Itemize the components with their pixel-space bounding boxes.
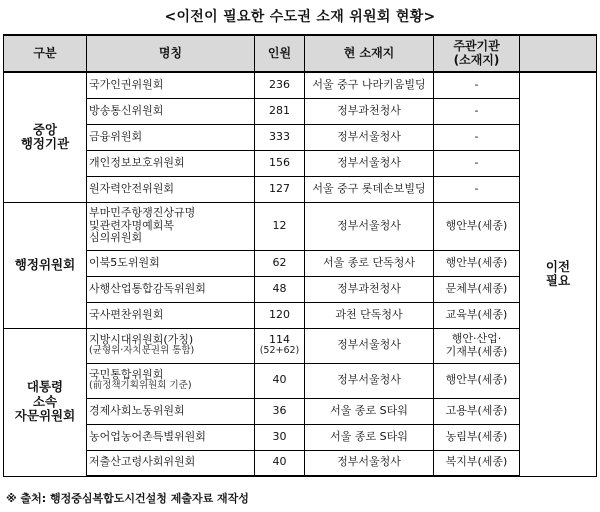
committee-name: 농어업농어촌특별위원회 [87, 424, 255, 450]
category-admin-committee [4, 202, 87, 328]
committee-staff: 12 [255, 202, 305, 250]
committee-location: 정부서울청사 [305, 150, 434, 176]
committee-location: 서울 종로 단독청사 [305, 250, 434, 276]
relocation-line: 이전 [545, 258, 571, 274]
committee-name-line: 부마민주항쟁진상규명 [89, 206, 196, 220]
table-row [4, 276, 597, 302]
header-category: 구분 [4, 35, 87, 72]
relocation-needed [520, 72, 597, 476]
committee-location: 정부서울청사 [305, 202, 434, 250]
committee-name-main: 국민통합위원회 [89, 367, 164, 381]
committee-name: 원자력안전위원회 [87, 176, 255, 202]
category-line: 소속 [32, 393, 58, 409]
committee-hq: - [434, 150, 520, 176]
category-line: 자문위원회 [14, 408, 76, 424]
table-row [4, 302, 597, 328]
committee-staff [255, 328, 305, 363]
committee-staff-note: (52+62) [259, 345, 300, 357]
committee-location: 정부과천청사 [305, 98, 434, 124]
header-name: 명칭 [87, 35, 255, 72]
committee-staff: 30 [255, 424, 305, 450]
committee-hq: 복지부(세종) [434, 450, 520, 476]
committee-location: 정부서울청사 [305, 450, 434, 476]
committee-staff: 156 [255, 150, 305, 176]
table-row [4, 424, 597, 450]
category-line: 행정위원회 [14, 256, 76, 272]
table-row [4, 176, 597, 202]
committee-hq: 행안부(세종) [434, 363, 520, 398]
committee-location: 서울 중구 롯데손보빌딩 [305, 176, 434, 202]
committee-staff-main: 114 [269, 332, 290, 346]
header-location: 현 소재지 [305, 35, 434, 72]
committee-name [87, 363, 255, 398]
committee-hq [434, 328, 520, 363]
committee-name: 이북5도위원회 [87, 250, 255, 276]
page-title: <이전이 필요한 수도권 소재 위원회 현황> [164, 9, 436, 25]
committee-name: 국가인권위원회 [87, 72, 255, 98]
header-hq [434, 35, 520, 72]
category-presidential-advisory [4, 328, 87, 476]
committee-staff: 333 [255, 124, 305, 150]
table-row [4, 98, 597, 124]
committee-location: 서울 중구 나라키움빌딩 [305, 72, 434, 98]
committee-name: 사행산업통합감독위원회 [87, 276, 255, 302]
committee-staff: 120 [255, 302, 305, 328]
committee-location: 서울 종로 S타워 [305, 398, 434, 424]
committee-name-main: 지방시대위원회(가칭) [89, 332, 194, 346]
committee-hq: 고용부(세종) [434, 398, 520, 424]
relocation-line: 필요 [545, 273, 571, 289]
committee-name-line: 심의위원회 [89, 231, 143, 245]
table-row [4, 150, 597, 176]
committee-staff: 127 [255, 176, 305, 202]
category-central-admin [4, 72, 87, 202]
table-row [4, 450, 597, 476]
committee-location: 정부서울청사 [305, 363, 434, 398]
committee-staff: 48 [255, 276, 305, 302]
table-row [4, 250, 597, 276]
committee-staff: 236 [255, 72, 305, 98]
table-row [4, 72, 597, 98]
committee-name: 개인정보보호위원회 [87, 150, 255, 176]
committee-staff: 40 [255, 363, 305, 398]
source-note: ※ 출처: 행정중심복합도시건설청 제출자료 재작성 [6, 492, 249, 505]
header-hq-label: 주관기관 [453, 38, 500, 53]
table-header-row [4, 35, 597, 72]
committee-staff: 40 [255, 450, 305, 476]
committee-name-note: (前정책기획위원회 기준) [89, 380, 192, 392]
committee-name: 경제사회노동위원회 [87, 398, 255, 424]
committee-hq: - [434, 124, 520, 150]
committee-location: 과천 단독청사 [305, 302, 434, 328]
table-row [4, 363, 597, 398]
header-relocation [520, 35, 597, 72]
committee-hq-line: 행안·산업· [451, 331, 502, 345]
category-line: 중앙 [32, 121, 58, 137]
committee-location: 정부서울청사 [305, 124, 434, 150]
committee-location: 서울 종로 S타워 [305, 424, 434, 450]
committee-hq: 행안부(세종) [434, 202, 520, 250]
committee-location: 정부과천청사 [305, 276, 434, 302]
committee-location: 정부서울청사 [305, 328, 434, 363]
committee-name: 국사편찬위원회 [87, 302, 255, 328]
committee-hq: - [434, 98, 520, 124]
committee-name: 저출산고령사회위원회 [87, 450, 255, 476]
committee-staff: 281 [255, 98, 305, 124]
committee-table [3, 34, 597, 477]
header-staff: 인원 [255, 35, 305, 72]
committee-name [87, 328, 255, 363]
committee-name-line: 및관련자명예회복 [89, 218, 175, 232]
committee-hq: 농림부(세종) [434, 424, 520, 450]
committee-name [87, 202, 255, 250]
table-row [4, 124, 597, 150]
committee-staff: 36 [255, 398, 305, 424]
committee-hq: 행안부(세종) [434, 250, 520, 276]
table-row [4, 202, 597, 250]
committee-hq: - [434, 72, 520, 98]
table-row [4, 398, 597, 424]
committee-hq: 문체부(세종) [434, 276, 520, 302]
committee-name-note: (균형위·자치분권위 통합) [89, 345, 195, 357]
committee-name: 금융위원회 [87, 124, 255, 150]
committee-name: 방송통신위원회 [87, 98, 255, 124]
committee-hq-line: 기재부(세종) [445, 344, 508, 358]
committee-hq: - [434, 176, 520, 202]
category-line: 대통령 [26, 379, 64, 395]
header-hq-sub: (소재지) [453, 52, 500, 67]
category-line: 행정기관 [20, 136, 70, 152]
table-row [4, 328, 597, 363]
committee-staff: 62 [255, 250, 305, 276]
committee-hq: 교육부(세종) [434, 302, 520, 328]
